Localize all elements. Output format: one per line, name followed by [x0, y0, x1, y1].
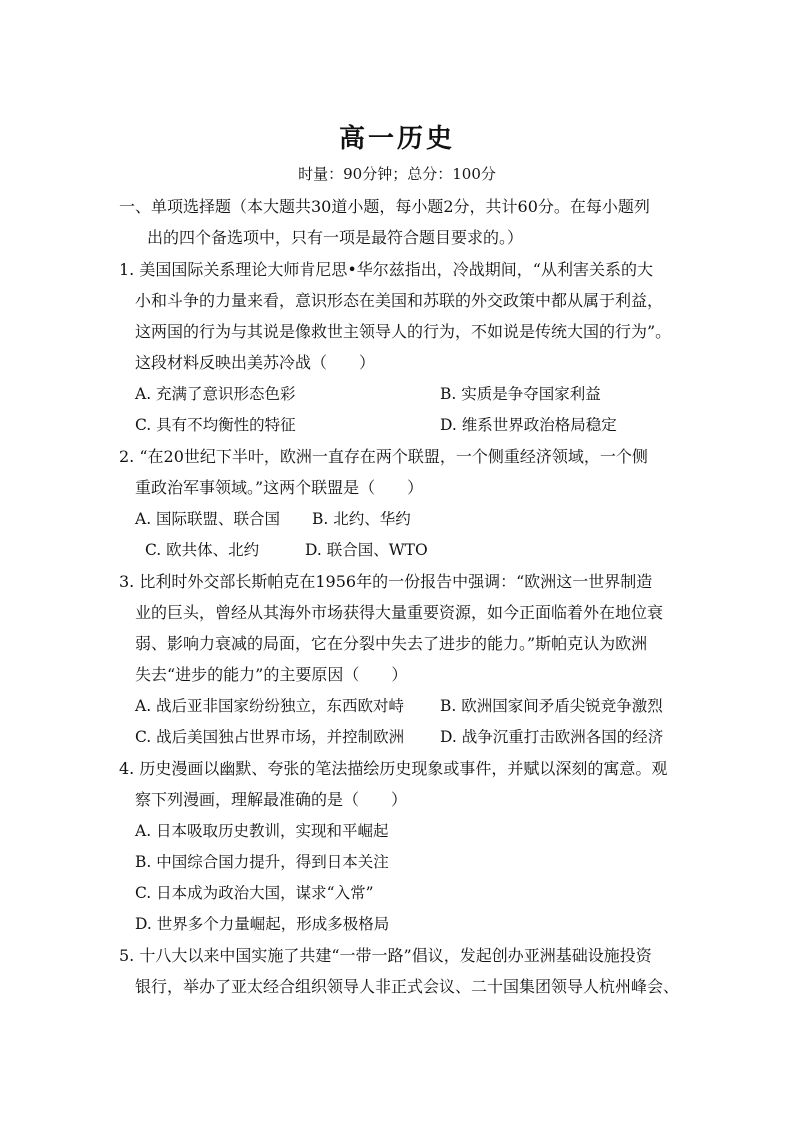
question-3-option-b: B. 欧洲国家间矛盾尖锐竞争激烈: [440, 697, 663, 715]
question-1-line: 这两国的行为与其说是像救世主领导人的行为，不如说是传统大国的行为”。: [135, 322, 672, 341]
section-heading: 一、单项选择题（本大题共30道小题，每小题2分，共计60分。在每小题列: [119, 197, 650, 216]
question-2-option-b: B. 北约、华约: [312, 510, 411, 528]
question-3-option-d: D. 战争沉重打击欧洲各国的经济: [440, 728, 664, 746]
question-1-option-d: D. 维系世界政治格局稳定: [440, 416, 617, 434]
question-1-line: 1. 美国国际关系理论大师肯尼思•华尔兹指出，冷战期间，“从利害关系的大: [119, 260, 653, 279]
question-2-option-a: A. 国际联盟、联合国: [135, 510, 281, 528]
question-2-option-c: C. 欧共体、北约: [145, 541, 260, 559]
question-1-option-b: B. 实质是争夺国家利益: [440, 385, 601, 403]
question-4-line: 4. 历史漫画以幽默、夸张的笔法描绘历史现象或事件，并赋以深刻的寓意。观: [119, 759, 668, 778]
question-4-option-d: D. 世界多个力量崛起，形成多极格局: [135, 915, 390, 933]
question-4-option-b: B. 中国综合国力提升，得到日本关注: [135, 853, 389, 871]
question-5-line: 5. 十八大以来中国实施了共建“一带一路”倡议，发起创办亚洲基础设施投资: [119, 946, 652, 965]
question-5-line: 银行，举办了亚太经合组织领导人非正式会议、二十国集团领导人杭州峰会、: [135, 977, 680, 996]
question-1-line: 这段材料反映出美苏冷战（ ）: [135, 353, 376, 372]
question-1-option-c: C. 具有不均衡性的特征: [135, 416, 296, 434]
question-4-option-a: A. 日本吸取历史教训，实现和平崛起: [135, 822, 389, 840]
page-title: 高一历史: [338, 124, 455, 154]
question-3-line: 弱、影响力衰减的局面，它在分裂中失去了进步的能力。”斯帕克认为欧洲: [135, 634, 648, 653]
question-1-line: 小和斗争的力量来看，意识形态在美国和苏联的外交政策中都从属于利益，: [135, 291, 664, 310]
question-3-line: 3. 比利时外交部长斯帕克在1956年的一份报告中强调：“欧洲这一世界制造: [119, 572, 653, 591]
question-4-line: 察下列漫画，理解最准确的是（ ）: [135, 790, 408, 809]
exam-info: 时量：90分钟；总分：100分: [298, 165, 496, 183]
question-2-option-d: D. 联合国、WTO: [305, 541, 428, 559]
section-heading-cont: 出的四个备选项中，只有一项是最符合题目要求的。）: [147, 228, 524, 247]
question-3-line: 业的巨头，曾经从其海外市场获得大量重要资源，如今正面临着外在地位衰: [135, 603, 664, 622]
question-3-option-a: A. 战后亚非国家纷纷独立，东西欧对峙: [135, 697, 405, 715]
question-3-option-c: C. 战后美国独占世界市场，并控制欧洲: [135, 728, 405, 746]
question-1-option-a: A. 充满了意识形态色彩: [135, 385, 296, 403]
question-2-line: 2. “在20世纪下半叶，欧洲一直存在两个联盟，一个侧重经济领域，一个侧: [119, 447, 648, 466]
question-2-line: 重政治军事领域。”这两个联盟是（ ）: [135, 478, 424, 497]
question-4-option-c: C. 日本成为政治大国，谋求“入常”: [135, 884, 374, 902]
question-3-line: 失去“进步的能力”的主要原因（ ）: [135, 665, 408, 684]
